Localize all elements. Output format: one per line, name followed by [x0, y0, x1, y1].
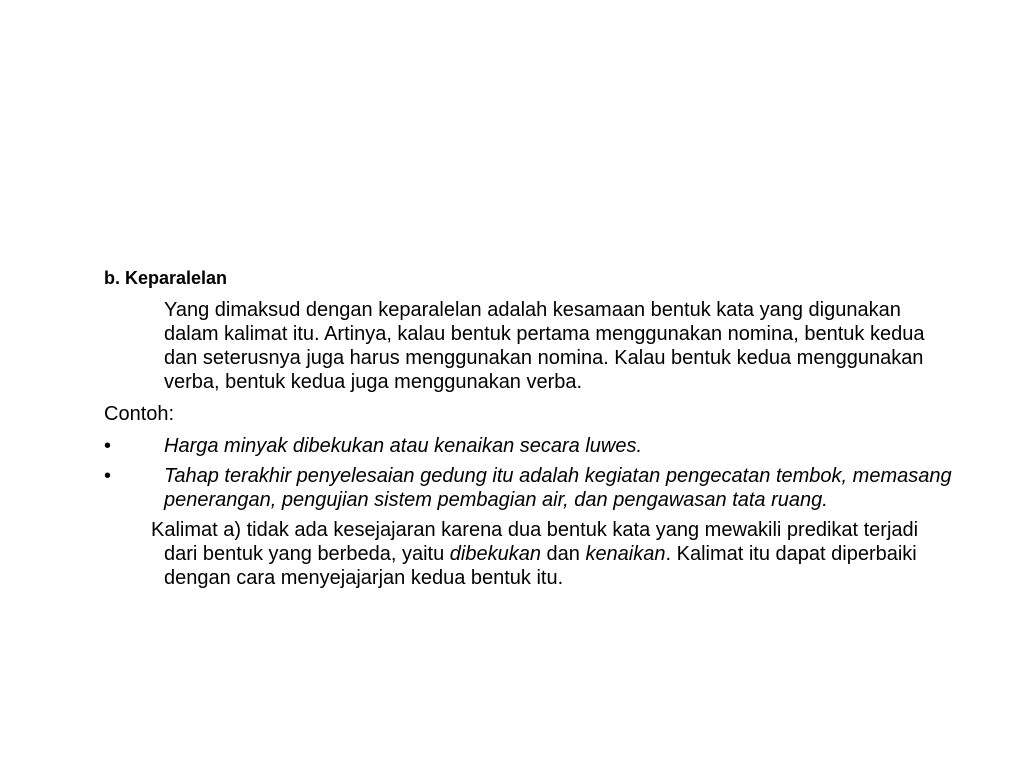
example-label: Contoh: [104, 403, 175, 425]
bullet-icon: • [104, 465, 112, 487]
conclusion-term-2: kenaikan [585, 543, 666, 565]
conclusion-text-2: dan [540, 543, 586, 565]
conclusion-paragraph [151, 518, 954, 590]
example-text: Harga minyak dibekukan atau kenaikan secara luwes. [164, 435, 643, 457]
conclusion-term-1: dibekukan [449, 543, 541, 565]
conclusion-text-1: Kalimat a) tidak ada kesejajaran karena dua bentuk kata yang mewakili predikat terjadi dari bentuk yang berbeda, yaitu [151, 519, 919, 565]
conclusion-text-3: . Kalimat itu dapat diperbaiki dengan cara menyejajarjan kedua bentuk itu. [164, 543, 917, 589]
bullet-icon: • [104, 435, 112, 457]
example-item [104, 464, 954, 512]
definition-paragraph: Yang dimaksud dengan keparalelan adalah kesamaan bentuk kata yang digunakan dalam kalimat itu. Artinya, kalau bentuk pertama menggunakan nomina, bentuk kedua dan seterusnya juga harus menggunakan nomina. Kalau bentuk kedua menggunakan verba, bentuk kedua juga menggunakan verba. [164, 299, 925, 393]
example-item [104, 434, 954, 458]
section-heading: b. Keparalelan [104, 268, 228, 288]
example-text: Tahap terakhir penyelesaian gedung itu adalah kegiatan pengecatan tembok, memasang penerangan, pengujian sistem pembagian air, dan pengawasan tata ruang. [164, 465, 952, 511]
slide-content [104, 266, 954, 590]
